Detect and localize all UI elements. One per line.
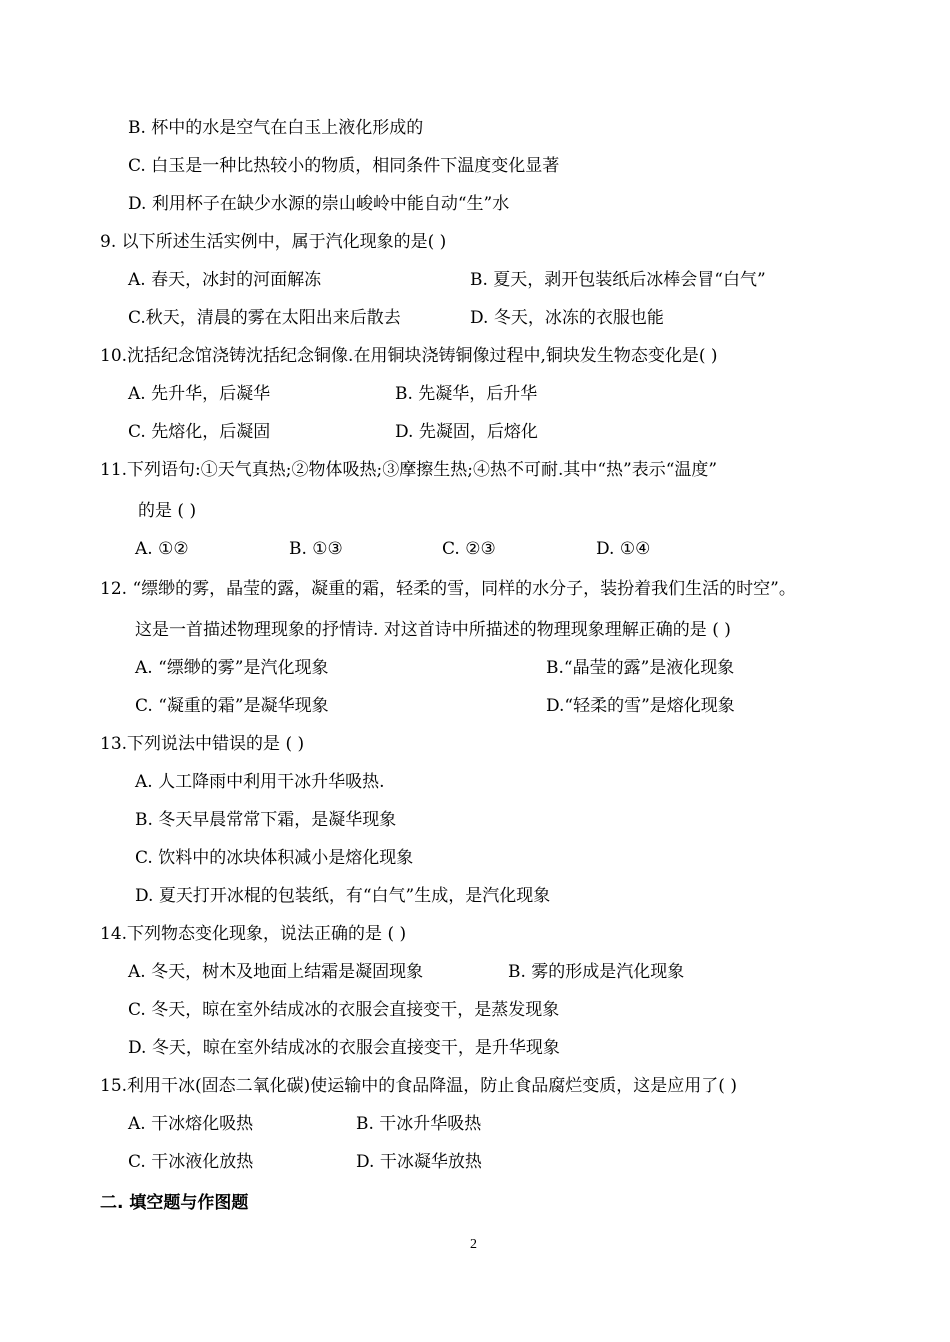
q11-option-c: C. ②③	[442, 539, 496, 559]
q11-stem-line1: 11.下列语句:①天气真热;②物体吸热;③摩擦生热;④热不可耐.其中“热”表示“温度”	[100, 460, 718, 480]
q14-stem: 14.下列物态变化现象，说法正确的是 ( )	[100, 924, 407, 944]
q11-option-b: B. ①③	[289, 539, 343, 559]
q15-option-c: C. 干冰液化放热	[128, 1152, 254, 1172]
q10-option-a: A. 先升华，后凝华	[128, 384, 271, 404]
q13-option-c: C. 饮料中的冰块体积减小是熔化现象	[135, 848, 414, 868]
q10-option-d: D. 先凝固，后熔化	[395, 422, 538, 442]
q10-option-b: B. 先凝华，后升华	[395, 384, 538, 404]
q11-stem-line2: 的是 ( )	[138, 501, 197, 521]
q13-stem: 13.下列说法中错误的是 ( )	[100, 734, 305, 754]
section-heading: 二. 填空题与作图题	[100, 1193, 249, 1213]
q12-option-b: B.“晶莹的露”是液化现象	[546, 658, 735, 678]
q11-option-d: D. ①④	[596, 539, 651, 559]
q15-stem: 15.利用干冰(固态二氧化碳)使运输中的食品降温，防止食品腐烂变质，这是应用了( )	[100, 1076, 737, 1096]
q15-option-d: D. 干冰凝华放热	[356, 1152, 482, 1172]
q9-option-a: A. 春天，冰封的河面解冻	[128, 270, 322, 290]
q10-option-c: C. 先熔化，后凝固	[128, 422, 271, 442]
q8-option-c: C. 白玉是一种比热较小的物质，相同条件下温度变化显著	[128, 156, 560, 176]
q10-stem: 10.沈括纪念馆浇铸沈括纪念铜像.在用铜块浇铸铜像过程中,铜块发生物态变化是( )	[100, 346, 718, 366]
q11-option-a: A. ①②	[135, 539, 189, 559]
q15-option-a: A. 干冰熔化吸热	[128, 1114, 254, 1134]
q12-option-d: D.“轻柔的雪”是熔化现象	[546, 696, 735, 716]
q13-option-a: A. 人工降雨中利用干冰升华吸热.	[135, 772, 385, 792]
q14-option-a: A. 冬天，树木及地面上结霜是凝固现象	[128, 962, 424, 982]
q8-option-d: D. 利用杯子在缺少水源的崇山峻岭中能自动“生”水	[128, 194, 510, 214]
q13-option-d: D. 夏天打开冰棍的包装纸，有“白气”生成，是汽化现象	[135, 886, 551, 906]
q8-option-b: B. 杯中的水是空气在白玉上液化形成的	[128, 118, 424, 138]
q12-option-c: C. “凝重的霜”是凝华现象	[135, 696, 329, 716]
q9-option-d: D. 冬天，冰冻的衣服也能	[470, 308, 664, 328]
q12-option-a: A. “缥缈的雾”是汽化现象	[135, 658, 329, 678]
q14-option-b: B. 雾的形成是汽化现象	[508, 962, 685, 982]
q15-option-b: B. 干冰升华吸热	[356, 1114, 482, 1134]
q12-stem-line2: 这是一首描述物理现象的抒情诗. 对这首诗中所描述的物理现象理解正确的是 ( )	[135, 620, 731, 640]
q12-stem-line1: 12. “缥缈的雾，晶莹的露，凝重的霜，轻柔的雪，同样的水分子，装扮着我们生活的时空”。	[100, 579, 796, 599]
q9-option-c: C.秋天，清晨的雾在太阳出来后散去	[128, 308, 401, 328]
q9-stem: 9. 以下所述生活实例中，属于汽化现象的是( )	[100, 232, 447, 252]
page-number: 2	[470, 1237, 477, 1252]
q14-option-c: C. 冬天，晾在室外结成冰的衣服会直接变干，是蒸发现象	[128, 1000, 560, 1020]
q9-option-b: B. 夏天，剥开包装纸后冰棒会冒“白气”	[470, 270, 766, 290]
q14-option-d: D. 冬天，晾在室外结成冰的衣服会直接变干，是升华现象	[128, 1038, 560, 1058]
q13-option-b: B. 冬天早晨常常下霜，是凝华现象	[135, 810, 397, 830]
